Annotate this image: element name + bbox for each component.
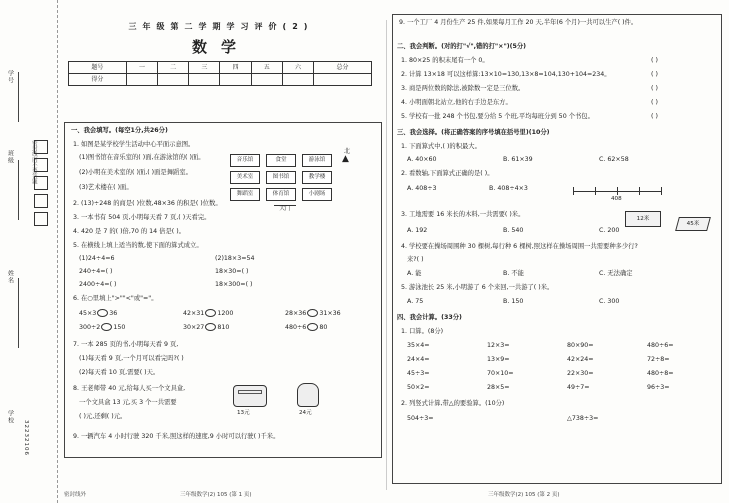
vertical-calc-title: 2. 列竖式计算,带△的要验算。(10分) bbox=[401, 400, 505, 407]
question-5c-left: 240÷4=( ) bbox=[79, 268, 113, 275]
compare-row-1b bbox=[183, 309, 233, 318]
choice-4-opt-c[interactable]: C. 无法确定 bbox=[599, 270, 633, 277]
question-9-right: 9. 一个工厂 4 月份生产 25 件,如果每月工作 20 天,半年(6 个月)一共可以生产( )件。 bbox=[399, 19, 638, 26]
choice-3-opt-b[interactable]: B. 540 bbox=[503, 227, 524, 234]
north-label: 北 bbox=[344, 148, 351, 155]
score-table bbox=[68, 61, 372, 86]
number-line-label: 408 bbox=[611, 196, 622, 202]
question-5b: (2)18×3=54 bbox=[215, 255, 255, 262]
price-backpack: 24元 bbox=[299, 410, 312, 416]
right-frame bbox=[392, 14, 722, 484]
calc-item: 28×5= bbox=[487, 384, 510, 391]
pencil-case-illustration bbox=[233, 385, 267, 407]
question-5: 5. 在横线上填上适当的数,使下面的算式成立。 bbox=[73, 242, 203, 249]
judge-1: 1. 80×25 的积末尾有一个 0。 bbox=[401, 57, 489, 64]
calc-item: 50×2= bbox=[407, 384, 430, 391]
calc-item: 70×10= bbox=[487, 370, 514, 377]
section-3-title: 三、我会选择。(将正确答案的序号填在括号里)(10分) bbox=[397, 129, 550, 136]
wood-box-illustration bbox=[625, 211, 661, 227]
calc-item: 96÷3= bbox=[647, 384, 670, 391]
score-cell[interactable] bbox=[251, 73, 282, 85]
map-cell: 体育馆 bbox=[266, 188, 296, 201]
score-cell[interactable] bbox=[126, 73, 157, 85]
choice-4b: 来?( ) bbox=[407, 256, 424, 263]
compare-left: 45×3 bbox=[79, 310, 97, 317]
score-header-cell: 六 bbox=[282, 61, 313, 73]
wood-box-label: 12米 bbox=[636, 216, 650, 222]
number-line-tick bbox=[617, 187, 618, 195]
score-cell[interactable] bbox=[158, 73, 189, 85]
choice-2-opt-a[interactable]: A. 408÷3 bbox=[407, 185, 437, 192]
calc-item: 13×9= bbox=[487, 356, 510, 363]
question-2: 2. (13)÷248 的商是( )位数,48×36 的积是( )位数。 bbox=[73, 200, 222, 207]
question-8: 8. 王老师带 40 元,给每人买一个文具盒, bbox=[73, 385, 186, 392]
question-5d-left: 2400÷4=( ) bbox=[79, 281, 117, 288]
compare-left: 30×27 bbox=[183, 324, 205, 331]
score-row-label: 得分 bbox=[69, 73, 127, 85]
price-pencil-case: 13元 bbox=[237, 410, 250, 416]
calc-item: 72÷8= bbox=[647, 356, 670, 363]
backpack-illustration bbox=[297, 383, 319, 407]
choice-1: 1. 下面算式中,( )的积最大。 bbox=[401, 143, 481, 150]
binding-line bbox=[18, 72, 19, 122]
judge-answer[interactable]: ( ) bbox=[651, 85, 658, 92]
choice-3-opt-a[interactable]: A. 192 bbox=[407, 227, 428, 234]
compare-circle[interactable] bbox=[307, 309, 318, 317]
binding-seal-text: 密封线内不要答题 bbox=[30, 140, 37, 184]
north-arrow-icon: ▲ bbox=[342, 154, 349, 164]
choice-2-opt-b[interactable]: B. 408÷4×3 bbox=[489, 185, 528, 192]
score-header-cell: 二 bbox=[158, 61, 189, 73]
number-line-tick bbox=[661, 187, 662, 195]
binding-code: 32232106 bbox=[22, 420, 29, 456]
compare-row-1 bbox=[79, 309, 117, 318]
map-cell: 舞蹈室 bbox=[230, 188, 260, 201]
binding-label-number: 学号 bbox=[6, 70, 14, 84]
compare-circle[interactable] bbox=[101, 323, 112, 331]
calc-item: 22×30= bbox=[567, 370, 594, 377]
question-9: 9. 一辆汽车 4 小时行驶 320 千米,照这样的速度,9 小时可以行驶( )千米。 bbox=[73, 433, 280, 440]
compare-left: 300÷2 bbox=[79, 324, 101, 331]
question-5d-right: 18×300=( ) bbox=[215, 281, 253, 288]
number-line-tick bbox=[639, 187, 640, 195]
question-7: 7. 一本 285 页的书,小明每天看 9 页, bbox=[73, 341, 179, 348]
compare-row-2 bbox=[79, 323, 125, 332]
question-6: 6. 在○里填上">""<"或"="。 bbox=[73, 295, 158, 302]
score-cell[interactable] bbox=[282, 73, 313, 85]
judge-4: 4. 小明面朝北站立,他的右手边是东方。 bbox=[401, 99, 512, 106]
choice-2: 2. 看数轴,下面算式正确的是( )。 bbox=[401, 170, 494, 177]
calc-item: 45÷3= bbox=[407, 370, 430, 377]
question-8a: 一个文具盒 13 元,买 3 个一共需要 bbox=[79, 399, 177, 406]
binding-box bbox=[34, 194, 48, 208]
binding-label-school: 学校 bbox=[6, 410, 14, 424]
calc-item: 35×4= bbox=[407, 342, 430, 349]
compare-circle[interactable] bbox=[205, 309, 216, 317]
compare-left: 480÷6 bbox=[285, 324, 307, 331]
question-1: 1. 如图是某学校学生活动中心平面示意图。 bbox=[73, 141, 195, 148]
question-3: 3. 一本书有 504 页,小明每天看 7 页,( )天看完。 bbox=[73, 214, 211, 221]
score-cell[interactable] bbox=[220, 73, 251, 85]
judge-answer[interactable]: ( ) bbox=[651, 99, 658, 106]
map-cell: 游泳馆 bbox=[302, 154, 332, 167]
footer-left-label: 密封线外 bbox=[64, 492, 87, 498]
compare-right: 810 bbox=[217, 324, 230, 331]
compare-row-2b bbox=[183, 323, 229, 332]
score-header-cell: 一 bbox=[126, 61, 157, 73]
binding-box bbox=[34, 140, 48, 154]
choice-4-opt-b[interactable]: B. 不能 bbox=[503, 270, 524, 277]
footer-left-page: 三年级数学(2) 105 (第 1 页) bbox=[180, 492, 252, 498]
binding-box bbox=[34, 212, 48, 226]
question-1b: (2)小明在美术室的( )面,( )面是舞蹈室。 bbox=[79, 169, 192, 176]
score-header-cell: 五 bbox=[251, 61, 282, 73]
compare-right: 1200 bbox=[217, 310, 234, 317]
binding-line bbox=[18, 278, 19, 348]
choice-3-opt-c[interactable]: C. 200 bbox=[599, 227, 620, 234]
score-header-cell: 题号 bbox=[69, 61, 127, 73]
judge-answer[interactable]: ( ) bbox=[651, 71, 658, 78]
choice-1-opt-a[interactable]: A. 40×60 bbox=[407, 156, 437, 163]
judge-answer[interactable]: ( ) bbox=[651, 113, 658, 120]
question-1a: (1)图书馆在音乐室的( )面,在游泳馆的( )面。 bbox=[79, 154, 205, 161]
compare-left: 28×36 bbox=[285, 310, 307, 317]
calc-item: 24×4= bbox=[407, 356, 430, 363]
compare-right: 150 bbox=[113, 324, 126, 331]
judge-2: 2. 计算 13×18 可以这样算:13×10=130,13×8=104,130+104=234。 bbox=[401, 71, 611, 78]
left-page bbox=[60, 14, 382, 498]
score-header-cell: 四 bbox=[220, 61, 251, 73]
map-cell: 图书馆 bbox=[266, 171, 296, 184]
compare-left: 42×31 bbox=[183, 310, 205, 317]
question-7a: (1)每天看 9 页,一个月可以看完吗?( ) bbox=[79, 355, 184, 362]
question-7b: (2)每天看 10 页,需要( )天。 bbox=[79, 369, 160, 376]
choice-5-opt-c[interactable]: C. 300 bbox=[599, 298, 620, 305]
choice-4-opt-a[interactable]: A. 能 bbox=[407, 270, 422, 277]
footer-right-page: 三年级数学(2) 105 (第 2 页) bbox=[488, 492, 560, 498]
vertical-calc-item: 504÷3= bbox=[407, 415, 434, 422]
choice-5: 5. 游泳池长 25 米,小明游了 6 个来回,一共游了( )米。 bbox=[401, 284, 554, 291]
number-line-tick bbox=[595, 187, 596, 195]
section-2-title: 二、我会判断。(对的打"√",错的打"×")(5分) bbox=[397, 43, 527, 50]
number-line-tick bbox=[573, 187, 574, 195]
binding-box bbox=[34, 158, 48, 172]
question-5c-right: 18×30=( ) bbox=[215, 268, 249, 275]
page-fold bbox=[386, 20, 387, 490]
binding-label-name: 姓名 bbox=[6, 270, 14, 284]
map-cell: 音乐馆 bbox=[230, 154, 260, 167]
judge-answer[interactable]: ( ) bbox=[651, 57, 658, 64]
map-cell: 教学楼 bbox=[302, 171, 332, 184]
calc-item: 49÷7= bbox=[567, 384, 590, 391]
map-cell: 美术室 bbox=[230, 171, 260, 184]
map-cell: 食堂 bbox=[266, 154, 296, 167]
question-5a: (1)24÷4=6 bbox=[79, 255, 115, 262]
binding-strip bbox=[0, 0, 58, 503]
compare-row-1c bbox=[285, 309, 341, 318]
calc-item: 480÷6= bbox=[647, 342, 674, 349]
choice-3: 3. 工地需要 16 米长的木料,一共需要( )米。 bbox=[401, 211, 525, 218]
truck-label: 45米 bbox=[686, 221, 700, 227]
compare-right: 31×36 bbox=[319, 310, 341, 317]
campus-map bbox=[230, 148, 380, 218]
section-1-title: 一、我会填写。(每空1分,共26分) bbox=[71, 127, 168, 134]
truck-illustration bbox=[675, 217, 711, 231]
question-8b: ( )元,还剩( )元。 bbox=[79, 413, 127, 420]
calc-item: 80×90= bbox=[567, 342, 594, 349]
binding-box bbox=[34, 176, 48, 190]
exam-title: 三年级第二学期学习评价(2) bbox=[128, 22, 314, 31]
compare-circle[interactable] bbox=[97, 309, 108, 317]
calc-item: 42×24= bbox=[567, 356, 594, 363]
binding-label-class: 班级 bbox=[6, 150, 14, 164]
score-header-cell: 总分 bbox=[314, 61, 372, 73]
choice-5-opt-a[interactable]: A. 75 bbox=[407, 298, 424, 305]
calc-title: 1. 口算。(8分) bbox=[401, 328, 444, 335]
question-4: 4. 420 是 7 的( )倍,70 的 14 倍是( )。 bbox=[73, 228, 185, 235]
vertical-calc-item: △738÷3= bbox=[567, 415, 599, 422]
question-1c: (3)艺术楼在( )面。 bbox=[79, 184, 133, 191]
compare-right: 36 bbox=[109, 310, 118, 317]
score-cell[interactable] bbox=[314, 73, 372, 85]
judge-5: 5. 学校有一批 248 个书包,要分给 5 个班,平均每班分到 50 个书包。 bbox=[401, 113, 594, 120]
section-4-title: 四、我会计算。(33分) bbox=[397, 314, 462, 321]
choice-1-opt-c[interactable]: C. 62×58 bbox=[599, 156, 629, 163]
map-cell: 小剧场 bbox=[302, 188, 332, 201]
right-page bbox=[392, 14, 722, 498]
compare-circle[interactable] bbox=[205, 323, 216, 331]
calc-item: 480÷8= bbox=[647, 370, 674, 377]
compare-right: 80 bbox=[319, 324, 328, 331]
judge-3: 3. 商是两位数的除法,被除数一定是三位数。 bbox=[401, 85, 525, 92]
calc-item: 12×3= bbox=[487, 342, 510, 349]
map-gate: 大门 bbox=[274, 205, 296, 213]
compare-row-2c bbox=[285, 323, 327, 332]
compare-circle[interactable] bbox=[307, 323, 318, 331]
score-header-cell: 三 bbox=[189, 61, 220, 73]
binding-line bbox=[18, 160, 19, 220]
choice-4: 4. 学校要在操场周围种 30 棵树,每行种 6 棵树,照这样在操场周围一共需要种多少行? bbox=[401, 243, 638, 250]
score-cell[interactable] bbox=[189, 73, 220, 85]
choice-5-opt-b[interactable]: B. 150 bbox=[503, 298, 524, 305]
choice-1-opt-b[interactable]: B. 61×39 bbox=[503, 156, 533, 163]
subject-title: 数学 bbox=[191, 38, 250, 56]
